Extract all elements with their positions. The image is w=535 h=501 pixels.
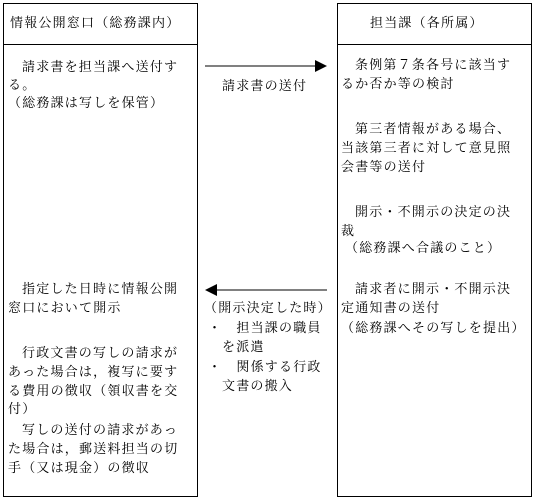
text-line: （総務課へ合議のこと） — [345, 241, 502, 256]
text-line: 裁 — [341, 224, 356, 239]
text-line: 第三者情報がある場合、 — [355, 122, 512, 137]
text-line: るか否か等の検討 — [341, 77, 455, 92]
text-line: （開示決定した時） — [204, 301, 332, 316]
text-line: 会書等の送付 — [341, 160, 427, 175]
arrow-right — [203, 59, 333, 73]
text-line: 手（又は現金）の徴収 — [8, 461, 151, 476]
arrow-left — [203, 283, 333, 297]
text-line: 写しの送付の請求があっ — [22, 423, 179, 438]
left-header-box — [3, 3, 198, 45]
left-header-title: 情報公開窓口（総務課内） — [10, 16, 181, 31]
text-line: る費用の徴収（領収書を交 — [8, 384, 179, 399]
text-line: を派遣 — [222, 340, 265, 355]
text-line: 請求書を担当課へ送付す — [22, 60, 179, 75]
text-line: ・ 関係する行政 — [208, 360, 322, 375]
text-line: あった場合は，複写に要す — [8, 365, 179, 380]
text-line: 請求者に開示・不開示決 — [355, 282, 512, 297]
right-header-title: 担当課（各所属） — [370, 16, 484, 31]
text-line: ・ 担当課の職員 — [208, 321, 322, 336]
text-line: る。 — [8, 78, 37, 93]
right-body-box — [337, 44, 532, 497]
text-line: 付） — [8, 402, 37, 417]
text-line: 条例第７条各号に該当す — [355, 58, 512, 73]
send-request-label: 請求書の送付 — [222, 79, 308, 94]
text-line: 指定した日時に情報公開 — [22, 282, 179, 297]
right-header-box — [337, 3, 532, 45]
text-line: 文書の搬入 — [222, 379, 294, 394]
text-line: （総務課へその写しを提出） — [341, 321, 526, 336]
text-line: 行政文書の写しの請求が — [22, 346, 179, 361]
text-line: 当該第三者に対して意見照 — [341, 141, 512, 156]
text-line: （総務課は写しを保管） — [8, 96, 165, 111]
text-line: 定通知書の送付 — [341, 301, 441, 316]
text-line: 窓口において開示 — [8, 301, 122, 316]
text-line: 開示・不開示の決定の決 — [355, 205, 512, 220]
text-line: た場合は，郵送料担当の切 — [8, 442, 179, 457]
